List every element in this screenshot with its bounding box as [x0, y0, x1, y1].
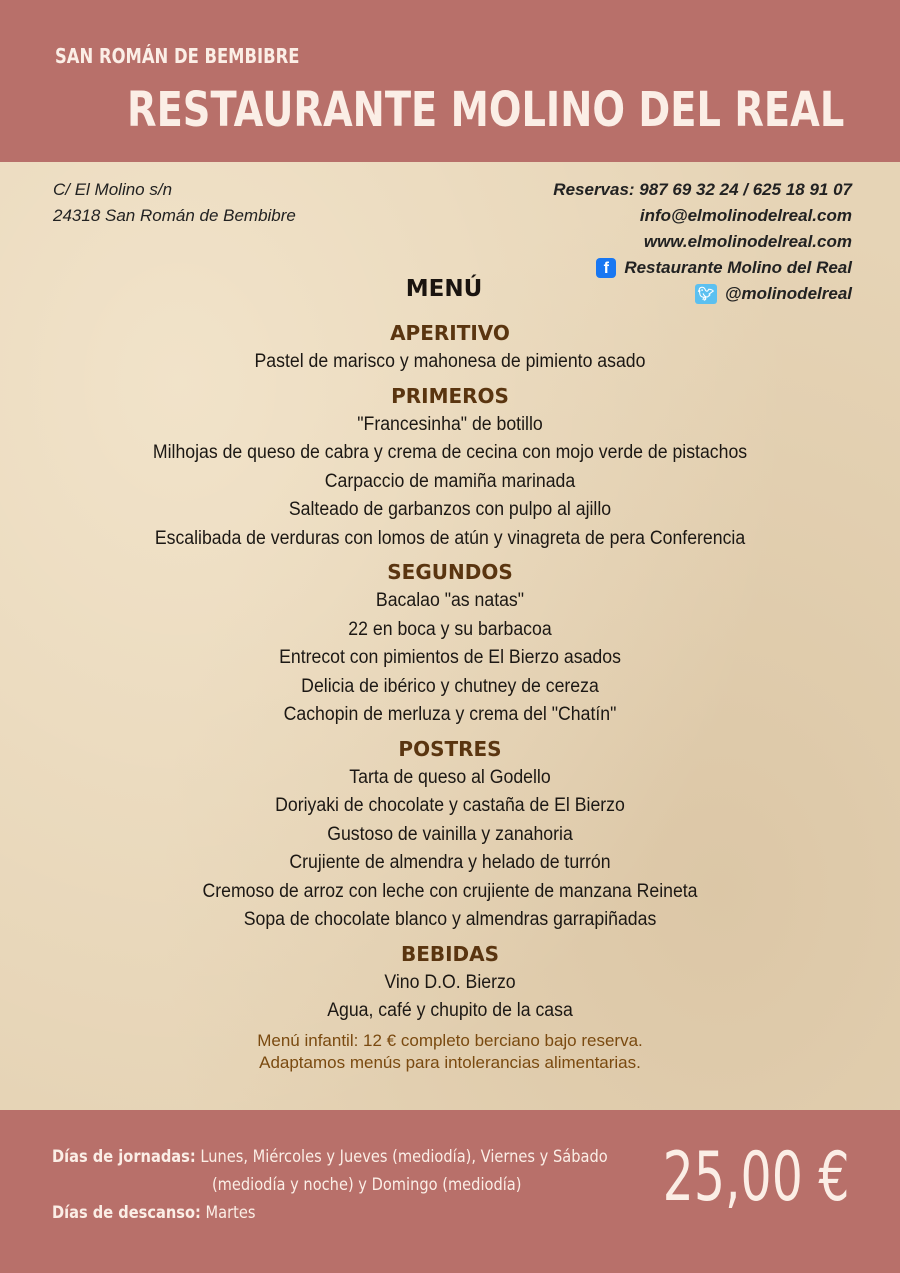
- reservas-text: Reservas: 987 69 32 24 / 625 18 91 07: [553, 180, 852, 199]
- facebook-text: Restaurante Molino del Real: [624, 258, 852, 277]
- menu-item: Doriyaki de chocolate y castaña de El Bierzo: [275, 795, 625, 816]
- address-line-2: 24318 San Román de Bembibre: [53, 206, 296, 225]
- restaurant-name: RESTAURANTE MOLINO DEL REAL: [127, 82, 845, 138]
- address-line-1: C/ El Molino s/n: [53, 180, 173, 199]
- web-text: www.elmolinodelreal.com: [643, 232, 852, 251]
- menu-heading: [0, 276, 900, 302]
- web-link[interactable]: [553, 229, 852, 255]
- jornadas-days-1: Lunes, Miércoles y Jueves (mediodía), Viernes y Sábado: [200, 1147, 608, 1167]
- twitter-icon: 🐦︎: [695, 284, 717, 304]
- menu-item: Salteado de garbanzos con pulpo al ajillo: [288, 499, 612, 520]
- menu-item: Milhojas de queso de cabra y crema de cecina con mojo verde de pistachos: [152, 442, 748, 463]
- jornadas-line-1: [52, 1143, 654, 1171]
- section-title: BEBIDAS: [400, 941, 500, 966]
- descanso-line: [52, 1199, 654, 1227]
- schedule-block: [52, 1143, 654, 1227]
- twitter-text: @molinodelreal: [724, 284, 852, 303]
- menu-item: Agua, café y chupito de la casa: [327, 1000, 573, 1021]
- descanso-value: Martes: [205, 1203, 256, 1223]
- menu-item: Sopa de chocolate blanco y almendras garrapiñadas: [243, 909, 657, 930]
- section-title: SEGUNDOS: [387, 560, 513, 584]
- jornadas-days-2: (mediodía y noche) y Domingo (mediodía): [211, 1175, 522, 1195]
- menu-heading-text: MENÚ: [405, 276, 483, 302]
- header-band: [0, 0, 900, 162]
- menu-item: Pastel de marisco y mahonesa de pimiento asado: [254, 351, 646, 372]
- menu-item: "Francesinha" de botillo: [357, 413, 543, 435]
- section-title: APERITIVO: [390, 321, 510, 345]
- menu-item: 22 en boca y su barbacoa: [348, 618, 552, 640]
- facebook-icon: f: [596, 258, 616, 278]
- email-link[interactable]: [553, 203, 852, 229]
- section-title: POSTRES: [398, 736, 502, 761]
- menu-item: Entrecot con pimientos de El Bierzo asados: [279, 647, 621, 668]
- menu-price: 25,00 €: [663, 1138, 850, 1217]
- menu-item: Escalibada de verduras con lomos de atún y vinagreta de pera Conferencia: [154, 527, 746, 549]
- menu-item: Cachopin de merluza y crema del "Chatín": [283, 704, 617, 725]
- email-text: info@elmolinodelreal.com: [639, 206, 852, 225]
- address-block: [53, 177, 296, 229]
- section-title: PRIMEROS: [391, 383, 509, 408]
- descanso-label: Días de descanso:: [52, 1203, 201, 1223]
- jornadas-label: Días de jornadas:: [52, 1147, 196, 1167]
- reservas-phone: [553, 177, 852, 203]
- menu-item: Cremoso de arroz con leche con crujiente de manzana Reineta: [202, 880, 698, 902]
- town-name: SAN ROMÁN DE BEMBIBRE: [55, 44, 300, 68]
- menu-item: Delicia de ibérico y chutney de cereza: [301, 675, 599, 697]
- menu-item: Gustoso de vainilla y zanahoria: [327, 823, 573, 845]
- menu-body: [0, 314, 900, 1074]
- menu-item: Vino D.O. Bierzo: [384, 971, 516, 993]
- menu-note: Menú infantil: 12 € completo berciano bajo reserva.: [257, 1030, 643, 1050]
- menu-item: Tarta de queso al Godello: [349, 766, 551, 788]
- menu-note: Adaptamos menús para intolerancias alimentarias.: [259, 1052, 641, 1072]
- menu-item: Crujiente de almendra y helado de turrón: [289, 852, 611, 873]
- menu-item: Carpaccio de mamiña marinada: [324, 470, 576, 492]
- menu-item: Bacalao "as natas": [375, 590, 525, 611]
